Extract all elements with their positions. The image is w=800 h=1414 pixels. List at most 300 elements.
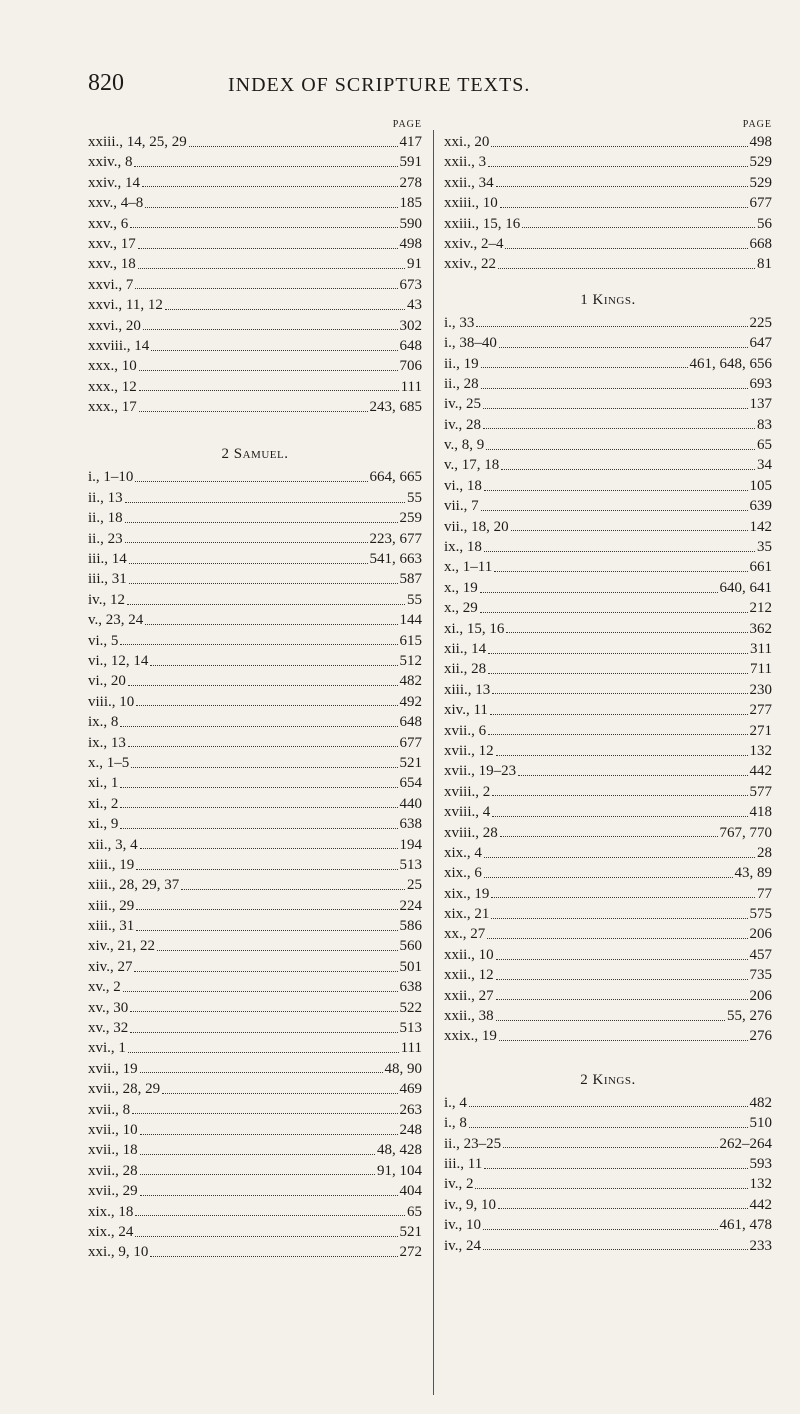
index-entry — [88, 1202, 422, 1222]
dot-leader — [486, 449, 755, 450]
dot-leader — [136, 909, 397, 910]
entry-reference: v., 23, 24 — [88, 612, 144, 629]
index-entry — [88, 753, 422, 773]
dot-leader — [492, 795, 747, 796]
entry-page: 263 — [399, 1101, 422, 1118]
entry-page: 91, 104 — [377, 1162, 422, 1179]
dot-leader — [140, 1154, 375, 1155]
index-entry — [88, 275, 422, 295]
dot-leader — [483, 1249, 748, 1250]
entry-reference: xix., 24 — [88, 1223, 134, 1240]
entry-page: 529 — [749, 154, 772, 171]
dot-leader — [488, 653, 748, 654]
entry-page: 48, 428 — [377, 1142, 422, 1159]
dot-leader — [483, 1229, 718, 1230]
entry-reference: x., 19 — [444, 579, 478, 596]
entry-page: 194 — [399, 836, 422, 853]
dot-leader — [481, 510, 748, 511]
dot-leader — [120, 726, 397, 727]
index-entry — [444, 132, 772, 152]
entry-reference: xxv., 6 — [88, 215, 129, 232]
entry-page: 28 — [757, 844, 772, 861]
entry-reference: xix., 19 — [444, 885, 490, 902]
entry-reference: xi., 9 — [88, 816, 119, 833]
page-column-label: PAGE — [392, 119, 422, 130]
dot-leader — [499, 347, 748, 348]
entry-reference: v., 8, 9 — [444, 437, 485, 454]
entry-page: 35 — [757, 539, 772, 556]
dot-leader — [150, 665, 397, 666]
entry-reference: xiii., 13 — [444, 681, 491, 698]
index-entry — [444, 761, 772, 781]
index-entry — [444, 496, 772, 516]
dot-leader — [506, 632, 747, 633]
index-entry — [444, 700, 772, 720]
entry-page: 648 — [399, 714, 422, 731]
entry-reference: xi., 1 — [88, 775, 119, 792]
dot-leader — [120, 787, 397, 788]
entry-reference: xxviii., 14 — [88, 337, 150, 354]
entry-reference: x., 29 — [444, 600, 478, 617]
entry-reference: xxvi., 20 — [88, 317, 141, 334]
dot-leader — [480, 592, 718, 593]
entry-page: 302 — [399, 317, 422, 334]
entry-page: 577 — [749, 783, 772, 800]
entry-reference: xxiii., 15, 16 — [444, 215, 521, 232]
entry-page: 230 — [749, 681, 772, 698]
entry-reference: xxii., 34 — [444, 174, 494, 191]
entry-reference: xii., 28 — [444, 661, 487, 678]
entry-reference: xxix., 19 — [444, 1028, 497, 1045]
entry-reference: iii., 14 — [88, 551, 127, 568]
index-entry — [88, 712, 422, 732]
entry-reference: i., 8 — [444, 1115, 467, 1132]
index-entry — [88, 316, 422, 336]
page-column-label: PAGE — [742, 119, 772, 130]
index-entry — [88, 1120, 422, 1140]
index-entry — [444, 455, 772, 475]
dot-leader — [484, 857, 755, 858]
entry-page: 48, 90 — [384, 1060, 422, 1077]
entry-page: 513 — [399, 856, 422, 873]
entry-reference: ii., 18 — [88, 510, 123, 527]
dot-leader — [138, 248, 398, 249]
index-entry — [444, 333, 772, 353]
entry-page: 144 — [399, 612, 422, 629]
entry-reference: xix., 21 — [444, 906, 490, 923]
index-entry — [88, 773, 422, 793]
entry-page: 224 — [399, 897, 422, 914]
index-entry — [444, 1113, 772, 1133]
entry-page: 223, 677 — [369, 530, 422, 547]
entry-page: 81 — [757, 256, 772, 273]
dot-leader — [491, 897, 755, 898]
entry-page: 442 — [749, 1196, 772, 1213]
entry-page: 185 — [399, 195, 422, 212]
dot-leader — [522, 227, 755, 228]
index-entry — [88, 855, 422, 875]
entry-page: 461, 648, 656 — [689, 355, 772, 372]
index-entry — [88, 875, 422, 895]
index-entry — [444, 537, 772, 557]
dot-leader — [157, 950, 398, 951]
entry-list-right-1 — [444, 132, 772, 275]
dot-leader — [496, 755, 748, 756]
entry-reference: xii., 14 — [444, 640, 487, 657]
index-entry — [444, 639, 772, 659]
entry-reference: iv., 25 — [444, 396, 481, 413]
entry-reference: vii., 7 — [444, 498, 479, 515]
index-entry — [88, 1181, 422, 1201]
entry-reference: viii., 10 — [88, 693, 135, 710]
entry-page: 132 — [749, 742, 772, 759]
index-entry — [444, 680, 772, 700]
entry-reference: xi., 2 — [88, 795, 119, 812]
entry-reference: iv., 2 — [444, 1176, 474, 1193]
dot-leader — [469, 1127, 748, 1128]
dot-leader — [129, 563, 368, 564]
dot-leader — [132, 1113, 397, 1114]
index-entry — [444, 1236, 772, 1256]
dot-leader — [492, 816, 747, 817]
index-entry — [444, 193, 772, 213]
entry-page: 664, 665 — [369, 469, 422, 486]
entry-page: 65 — [407, 1203, 422, 1220]
entry-page: 43, 89 — [734, 865, 772, 882]
entry-page: 492 — [399, 693, 422, 710]
entry-reference: xxvi., 11, 12 — [88, 297, 163, 314]
dot-leader — [145, 207, 397, 208]
entry-reference: xiii., 28, 29, 37 — [88, 877, 180, 894]
entry-page: 510 — [749, 1115, 772, 1132]
entry-page: 586 — [399, 918, 422, 935]
entry-list-right-3 — [444, 1093, 772, 1256]
dot-leader — [496, 1020, 725, 1021]
dot-leader — [125, 502, 405, 503]
entry-reference: xv., 30 — [88, 999, 129, 1016]
entry-page: 362 — [749, 620, 772, 637]
entry-page: 673 — [399, 276, 422, 293]
entry-reference: i., 38–40 — [444, 335, 497, 352]
dot-leader — [140, 1174, 375, 1175]
dot-leader — [135, 481, 367, 482]
index-entry — [88, 397, 422, 417]
entry-reference: xxii., 3 — [444, 154, 487, 171]
entry-reference: i., 1–10 — [88, 469, 134, 486]
entry-page: 43 — [407, 297, 422, 314]
index-entry — [444, 924, 772, 944]
entry-page: 668 — [749, 235, 772, 252]
entry-reference: xix., 4 — [444, 844, 482, 861]
index-entry — [88, 336, 422, 356]
entry-reference: xxvi., 7 — [88, 276, 134, 293]
dot-leader — [127, 604, 405, 605]
dot-leader — [162, 1093, 397, 1094]
entry-reference: xxx., 12 — [88, 378, 137, 395]
entry-reference: xiii., 29 — [88, 897, 135, 914]
dot-leader — [135, 288, 397, 289]
index-entry — [444, 354, 772, 374]
dot-leader — [494, 571, 747, 572]
dot-leader — [499, 1040, 748, 1041]
entry-reference: xxv., 17 — [88, 235, 136, 252]
dot-leader — [511, 530, 748, 531]
index-entry — [88, 1140, 422, 1160]
entry-reference: v., 17, 18 — [444, 457, 500, 474]
dot-leader — [518, 775, 747, 776]
entry-page: 498 — [749, 134, 772, 150]
dot-leader — [189, 146, 398, 147]
entry-page: 137 — [749, 396, 772, 413]
entry-page: 271 — [749, 722, 772, 739]
index-entry — [444, 1154, 772, 1174]
entry-reference: iii., 11 — [444, 1155, 483, 1172]
dot-leader — [498, 1208, 748, 1209]
entry-page: 225 — [749, 314, 772, 331]
index-entry — [444, 394, 772, 414]
entry-reference: iv., 28 — [444, 416, 481, 433]
entry-reference: i., 4 — [444, 1094, 467, 1111]
dot-leader — [136, 705, 397, 706]
index-entry — [444, 578, 772, 598]
entry-reference: xxiv., 14 — [88, 174, 140, 191]
entry-reference: xvii., 18 — [88, 1142, 138, 1159]
entry-page: 767, 770 — [719, 824, 772, 841]
entry-reference: xix., 18 — [88, 1203, 134, 1220]
entry-page: 91 — [407, 256, 422, 273]
entry-reference: xxiii., 14, 25, 29 — [88, 134, 187, 150]
index-entry — [444, 986, 772, 1006]
entry-reference: xvii., 29 — [88, 1183, 138, 1200]
entry-reference: xiii., 31 — [88, 918, 135, 935]
entry-reference: ii., 28 — [444, 375, 479, 392]
dot-leader — [120, 644, 397, 645]
entry-reference: ii., 19 — [444, 355, 479, 372]
dot-leader — [488, 673, 748, 674]
entry-reference: xv., 32 — [88, 1020, 129, 1037]
dot-leader — [481, 367, 688, 368]
entry-reference: xxii., 10 — [444, 946, 494, 963]
index-entry — [88, 508, 422, 528]
index-entry — [444, 313, 772, 333]
entry-reference: ix., 13 — [88, 734, 126, 751]
dot-leader — [142, 186, 398, 187]
entry-list-right-2 — [444, 313, 772, 1047]
dot-leader — [491, 918, 747, 919]
dot-leader — [130, 1011, 397, 1012]
index-entry — [444, 619, 772, 639]
index-entry — [444, 1006, 772, 1026]
entry-page: 593 — [749, 1155, 772, 1172]
entry-reference: iv., 24 — [444, 1237, 481, 1254]
entry-page: 55, 276 — [727, 1008, 772, 1025]
dot-leader — [481, 388, 748, 389]
index-entry — [88, 529, 422, 549]
index-entry — [88, 998, 422, 1018]
index-entry — [444, 214, 772, 234]
entry-reference: xvii., 6 — [444, 722, 487, 739]
index-entry — [444, 1134, 772, 1154]
dot-leader — [505, 248, 747, 249]
index-entry — [444, 1093, 772, 1113]
dot-leader — [501, 469, 755, 470]
entry-reference: xiv., 21, 22 — [88, 938, 155, 955]
entry-page: 55 — [407, 591, 422, 608]
entry-reference: x., 1–5 — [88, 754, 130, 771]
dot-leader — [488, 166, 747, 167]
dot-leader — [483, 408, 748, 409]
entry-page: 132 — [749, 1176, 772, 1193]
dot-leader — [140, 1134, 398, 1135]
index-entry — [88, 651, 422, 671]
entry-page: 404 — [399, 1183, 422, 1200]
index-entry — [444, 173, 772, 193]
index-entry — [444, 435, 772, 455]
index-entry — [444, 254, 772, 274]
entry-page: 521 — [399, 1223, 422, 1240]
entry-page: 206 — [749, 926, 772, 943]
page-number: 820 — [88, 70, 124, 96]
dot-leader — [130, 227, 397, 228]
entry-page: 693 — [749, 375, 772, 392]
dot-leader — [469, 1106, 748, 1107]
index-entry — [444, 374, 772, 394]
section-heading-1-kings: 1 Kings. — [580, 291, 636, 308]
index-entry — [88, 835, 422, 855]
index-entry — [88, 173, 422, 193]
index-entry — [444, 741, 772, 761]
entry-page: 105 — [749, 477, 772, 494]
index-entry — [444, 659, 772, 679]
index-entry — [88, 916, 422, 936]
entry-reference: xvii., 28 — [88, 1162, 138, 1179]
entry-reference: xxx., 17 — [88, 399, 137, 416]
dot-leader — [130, 1032, 397, 1033]
entry-page: 442 — [749, 763, 772, 780]
index-entry — [444, 476, 772, 496]
index-entry — [444, 782, 772, 802]
dot-leader — [165, 309, 405, 310]
index-entry — [444, 863, 772, 883]
entry-page: 311 — [750, 640, 772, 657]
index-entry — [444, 904, 772, 924]
entry-reference: xix., 6 — [444, 865, 482, 882]
entry-page: 711 — [750, 661, 772, 678]
entry-page: 735 — [749, 967, 772, 984]
running-title: INDEX OF SCRIPTURE TEXTS. — [228, 74, 531, 96]
dot-leader — [135, 1236, 397, 1237]
entry-reference: ii., 23–25 — [444, 1135, 502, 1152]
entry-reference: xii., 3, 4 — [88, 836, 138, 853]
section-heading-2-samuel: 2 Samuel. — [221, 446, 289, 463]
dot-leader — [139, 411, 368, 412]
entry-page: 248 — [399, 1121, 422, 1138]
entry-page: 233 — [749, 1237, 772, 1254]
entry-page: 262–264 — [719, 1135, 772, 1152]
left-column — [88, 118, 422, 1263]
index-entry — [88, 1161, 422, 1181]
index-entry — [444, 1026, 772, 1046]
dot-leader — [123, 991, 398, 992]
index-entry — [444, 965, 772, 985]
dot-leader — [140, 1195, 398, 1196]
entry-reference: xvii., 10 — [88, 1121, 138, 1138]
dot-leader — [136, 930, 397, 931]
dot-leader — [128, 1052, 399, 1053]
entry-reference: ii., 13 — [88, 489, 123, 506]
dot-leader — [484, 551, 755, 552]
entry-reference: xxii., 27 — [444, 987, 494, 1004]
index-entry — [88, 1100, 422, 1120]
entry-page: 276 — [749, 1028, 772, 1045]
index-entry — [444, 557, 772, 577]
page-header — [88, 70, 768, 110]
dot-leader — [138, 268, 405, 269]
index-entry — [444, 517, 772, 537]
entry-page: 521 — [399, 754, 422, 771]
index-entry — [88, 957, 422, 977]
entry-reference: ix., 8 — [88, 714, 119, 731]
dot-leader — [496, 979, 748, 980]
entry-reference: xxiv., 2–4 — [444, 235, 504, 252]
dot-leader — [125, 522, 398, 523]
index-entry — [88, 733, 422, 753]
entry-reference: xviii., 4 — [444, 804, 491, 821]
dot-leader — [488, 734, 747, 735]
entry-reference: i., 33 — [444, 314, 475, 331]
entry-page: 212 — [749, 600, 772, 617]
index-entry — [88, 794, 422, 814]
entry-page: 587 — [399, 571, 422, 588]
index-entry — [88, 356, 422, 376]
entry-page: 277 — [749, 702, 772, 719]
index-entry — [88, 214, 422, 234]
dot-leader — [484, 877, 733, 878]
entry-reference: xvi., 1 — [88, 1040, 126, 1057]
entry-reference: xxv., 4–8 — [88, 195, 144, 212]
index-entry — [88, 467, 422, 487]
entry-reference: xviii., 2 — [444, 783, 491, 800]
entry-page: 461, 478 — [719, 1217, 772, 1234]
dot-leader — [487, 938, 747, 939]
entry-reference: iii., 31 — [88, 571, 127, 588]
dot-leader — [491, 146, 747, 147]
entry-reference: xxi., 9, 10 — [88, 1244, 149, 1261]
dot-leader — [128, 746, 398, 747]
dot-leader — [139, 370, 398, 371]
entry-page: 647 — [749, 335, 772, 352]
index-entry — [444, 1215, 772, 1235]
dot-leader — [480, 612, 748, 613]
entry-page: 575 — [749, 906, 772, 923]
entry-page: 440 — [399, 795, 422, 812]
index-entry — [88, 234, 422, 254]
entry-reference: xxv., 18 — [88, 256, 136, 273]
entry-page: 677 — [399, 734, 422, 751]
dot-leader — [151, 350, 397, 351]
entry-page: 591 — [399, 154, 422, 171]
index-entry — [88, 1242, 422, 1262]
entry-page: 640, 641 — [719, 579, 772, 596]
dot-leader — [120, 828, 397, 829]
dot-leader — [139, 390, 399, 391]
entry-reference: x., 1–11 — [444, 559, 493, 576]
index-entry — [88, 590, 422, 610]
dot-leader — [181, 889, 405, 890]
dot-leader — [484, 1168, 747, 1169]
entry-page: 34 — [757, 457, 772, 474]
index-entry — [88, 295, 422, 315]
